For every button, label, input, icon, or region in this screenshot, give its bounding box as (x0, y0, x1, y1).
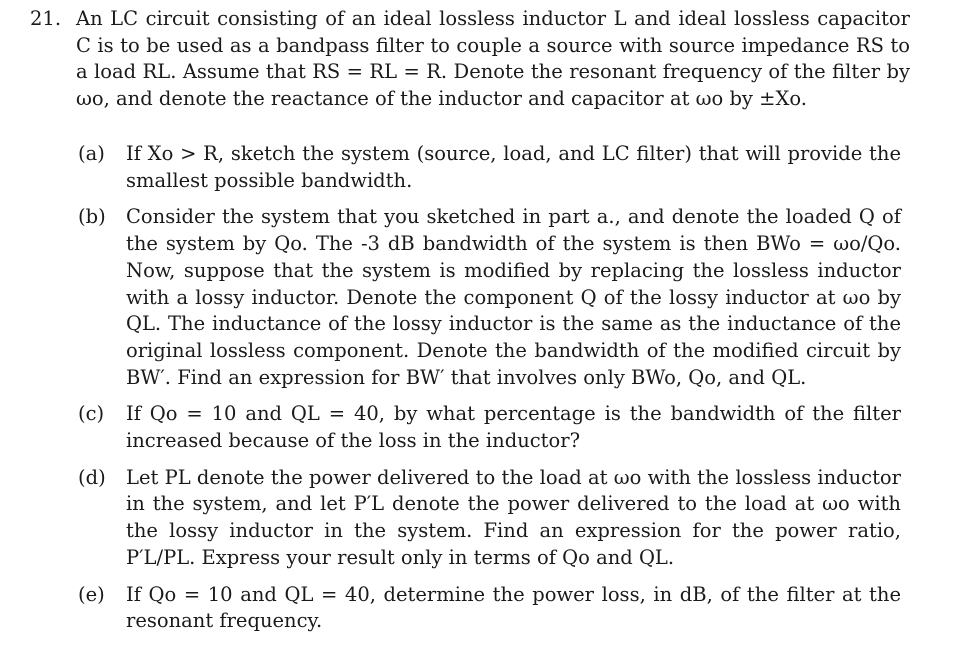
part-label: (b) (78, 205, 106, 229)
part-text: If Xo > R, sketch the system (source, load, and LC filter) that will provide the smallest possible bandwidth. (126, 142, 901, 192)
part-c (78, 401, 901, 454)
part-text: If Qo = 10 and QL = 40, by what percentage is the bandwidth of the filter increased because of the loss in the inductor? (126, 402, 901, 453)
part-label: (e) (78, 582, 105, 606)
part-e (78, 582, 901, 635)
part-label: (c) (78, 402, 105, 426)
part-b (78, 204, 901, 391)
problem-number: 21. (30, 7, 62, 30)
part-text: Consider the system that you sketched in part a., and denote the loaded Q of the system by Qo. The -3 dB bandwidth of the system is then BWo = ωo/Qo. Now, suppose that the system is modified by replacing the lossless inductor with a lossy inductor. Denote the component Q of the lossy inductor at ωo by QL. The inductance of the lossy inductor is the same as the inductance of the original lossless component. Denote the bandwidth of the modified circuit by BW′. Find an expression for BW′ that involves only BWo, Qo, and QL. (126, 205, 901, 389)
part-label: (a) (78, 142, 105, 165)
problem-21 (30, 6, 910, 113)
problem-parts (78, 141, 901, 645)
part-d (78, 465, 901, 572)
part-a (78, 141, 901, 194)
part-label: (d) (78, 465, 106, 489)
part-text: Let PL denote the power delivered to the load at ωo with the lossless inductor in the system, and let P′L denote the power delivered to the load at ωo with the lossy inductor in the system. Find an expression for the power ratio, P′L/PL. Express your result only in terms of Qo and QL. (126, 465, 901, 569)
part-text: If Qo = 10 and QL = 40, determine the power loss, in dB, of the filter at the resonant frequency. (126, 582, 901, 633)
problem-stem: An LC circuit consisting of an ideal lossless inductor L and ideal lossless capacitor C is to be used as a bandpass filter to couple a source with source impedance RS to a load RL. Assume that RS = RL = R. Denote the resonant frequency of the filter by ωo, and denote the reactance of the inductor and capacitor at ωo by ±Xo. (76, 7, 910, 111)
